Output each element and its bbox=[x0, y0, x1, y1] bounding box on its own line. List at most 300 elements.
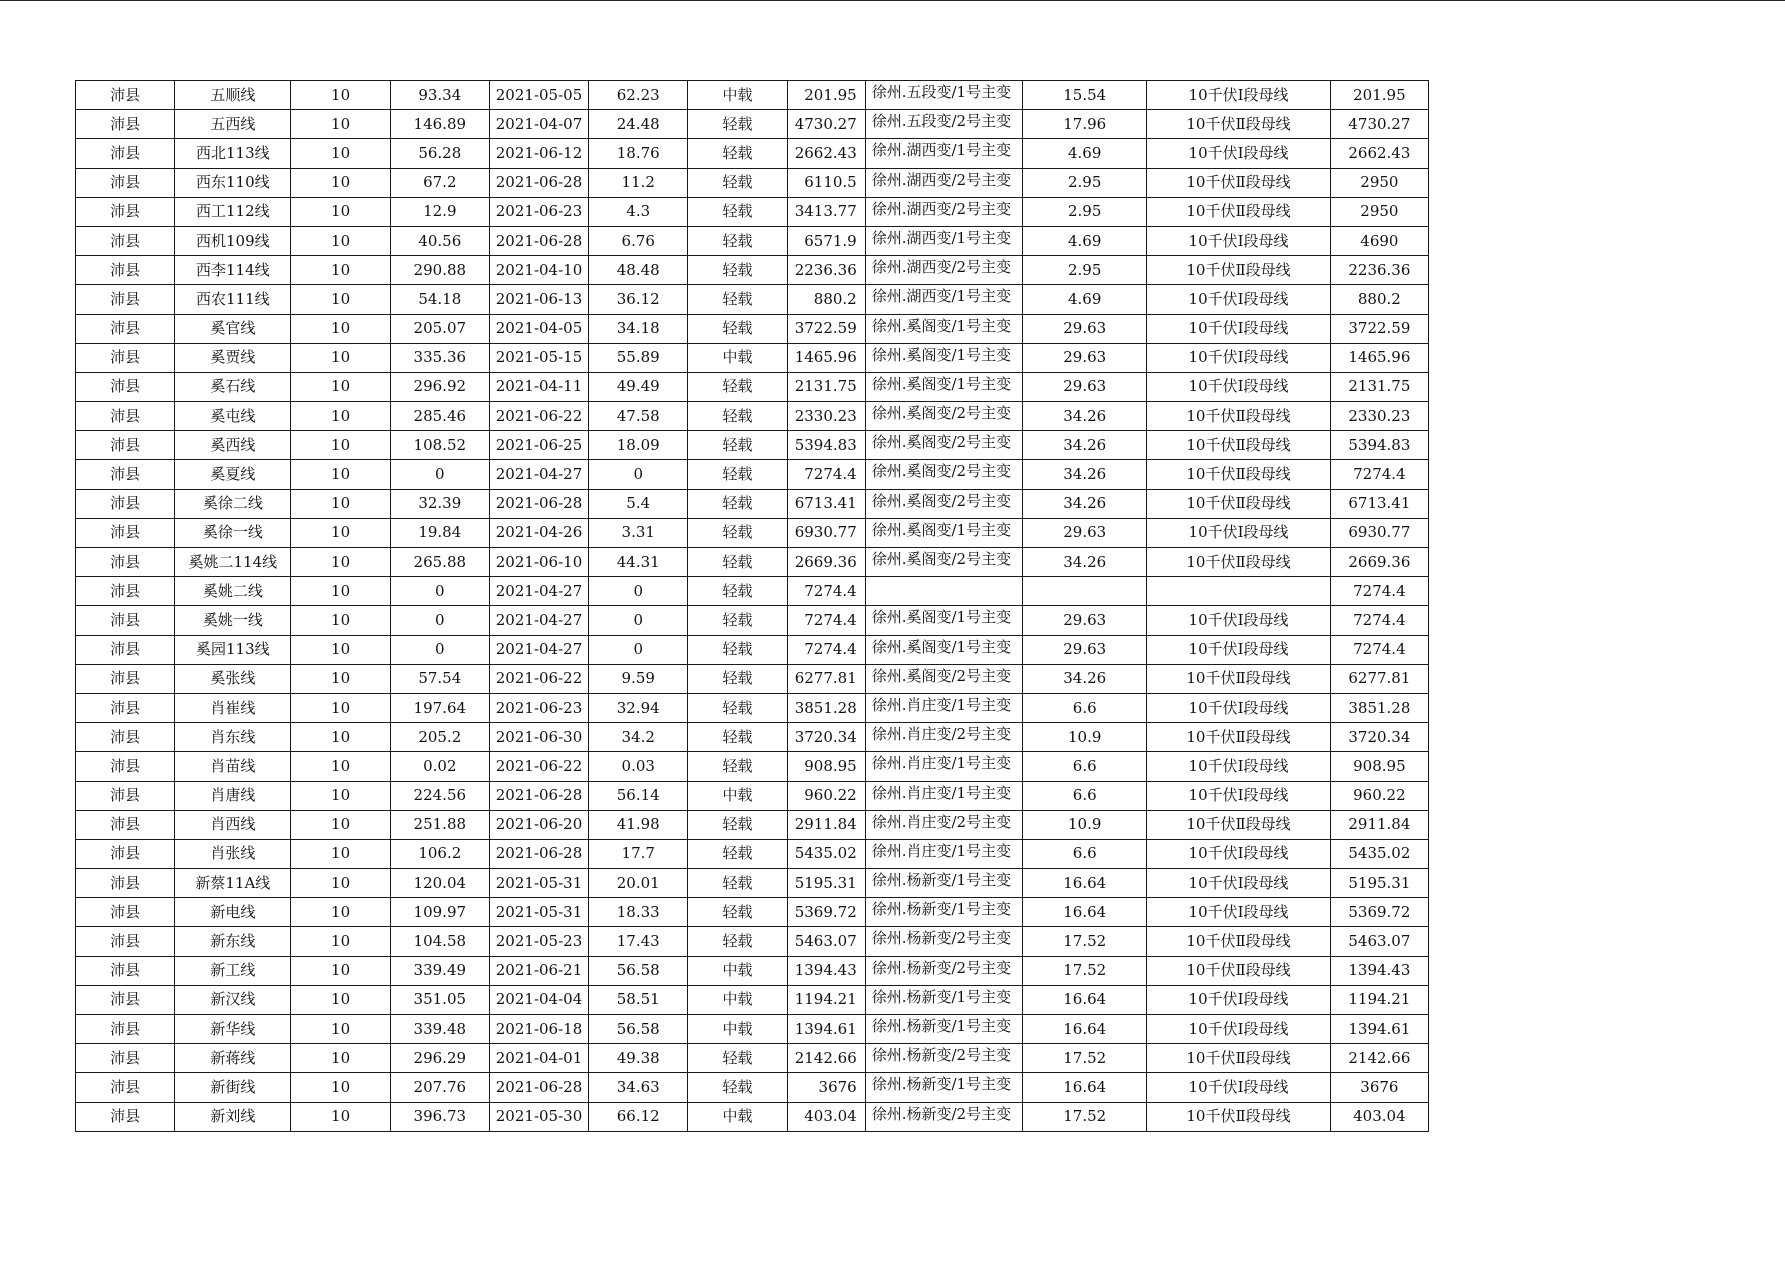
table-row bbox=[76, 1073, 1429, 1102]
load-rate-cell: 17.7 bbox=[589, 839, 688, 868]
transformer-load-cell: 10.9 bbox=[1023, 810, 1147, 839]
available-capacity-cell: 2950 bbox=[1330, 197, 1428, 226]
county-cell: 沛县 bbox=[76, 431, 175, 460]
available-capacity-cell: 880.2 bbox=[1330, 285, 1428, 314]
voltage-cell: 10 bbox=[291, 81, 390, 110]
available-capacity-cell: 3676 bbox=[1330, 1073, 1428, 1102]
voltage-cell: 10 bbox=[291, 956, 390, 985]
available-capacity-cell: 1465.96 bbox=[1330, 343, 1428, 372]
transformer-load-cell: 17.96 bbox=[1023, 110, 1147, 139]
current-cell: 335.36 bbox=[390, 343, 489, 372]
load-rate-cell: 18.33 bbox=[589, 898, 688, 927]
voltage-cell: 10 bbox=[291, 343, 390, 372]
capacity-cell: 6110.5 bbox=[787, 168, 865, 197]
bus-section-cell: 10千伏Ⅰ段母线 bbox=[1147, 314, 1330, 343]
date-cell: 2021-05-05 bbox=[489, 81, 588, 110]
date-cell: 2021-06-30 bbox=[489, 723, 588, 752]
substation-cell bbox=[865, 577, 1022, 606]
table-row bbox=[76, 985, 1429, 1014]
load-rate-cell: 56.58 bbox=[589, 956, 688, 985]
table-row bbox=[76, 81, 1429, 110]
capacity-cell: 2236.36 bbox=[787, 256, 865, 285]
load-rate-cell: 56.58 bbox=[589, 1015, 688, 1044]
available-capacity-cell: 1394.61 bbox=[1330, 1015, 1428, 1044]
capacity-cell: 5463.07 bbox=[787, 927, 865, 956]
substation-cell: 徐州.肖庄变/1号主变 bbox=[865, 781, 1022, 810]
substation-cell: 徐州.湖西变/2号主变 bbox=[865, 197, 1022, 226]
date-cell: 2021-06-28 bbox=[489, 1073, 588, 1102]
current-cell: 396.73 bbox=[390, 1102, 489, 1131]
capacity-cell: 5369.72 bbox=[787, 898, 865, 927]
county-cell: 沛县 bbox=[76, 285, 175, 314]
table-row bbox=[76, 548, 1429, 577]
line-name-cell: 五西线 bbox=[175, 110, 291, 139]
table-row bbox=[76, 869, 1429, 898]
load-rate-cell: 0 bbox=[589, 606, 688, 635]
load-rate-cell: 47.58 bbox=[589, 402, 688, 431]
transformer-load-cell: 16.64 bbox=[1023, 1073, 1147, 1102]
load-status-cell: 轻载 bbox=[688, 139, 787, 168]
load-status-cell: 轻载 bbox=[688, 577, 787, 606]
capacity-cell: 3676 bbox=[787, 1073, 865, 1102]
voltage-cell: 10 bbox=[291, 752, 390, 781]
load-status-cell: 轻载 bbox=[688, 664, 787, 693]
county-cell: 沛县 bbox=[76, 693, 175, 722]
date-cell: 2021-06-21 bbox=[489, 956, 588, 985]
date-cell: 2021-06-23 bbox=[489, 693, 588, 722]
line-name-cell: 肖唐线 bbox=[175, 781, 291, 810]
line-name-cell: 奚徐一线 bbox=[175, 518, 291, 547]
substation-cell: 徐州.杨新变/1号主变 bbox=[865, 1015, 1022, 1044]
capacity-cell: 1394.61 bbox=[787, 1015, 865, 1044]
bus-section-cell: 10千伏Ⅰ段母线 bbox=[1147, 518, 1330, 547]
line-name-cell: 奚姚一线 bbox=[175, 606, 291, 635]
capacity-cell: 960.22 bbox=[787, 781, 865, 810]
voltage-cell: 10 bbox=[291, 1044, 390, 1073]
current-cell: 32.39 bbox=[390, 489, 489, 518]
current-cell: 108.52 bbox=[390, 431, 489, 460]
county-cell: 沛县 bbox=[76, 548, 175, 577]
county-cell: 沛县 bbox=[76, 839, 175, 868]
load-rate-cell: 4.3 bbox=[589, 197, 688, 226]
county-cell: 沛县 bbox=[76, 898, 175, 927]
date-cell: 2021-04-04 bbox=[489, 985, 588, 1014]
available-capacity-cell: 6713.41 bbox=[1330, 489, 1428, 518]
bus-section-cell: 10千伏Ⅰ段母线 bbox=[1147, 752, 1330, 781]
voltage-cell: 10 bbox=[291, 577, 390, 606]
capacity-cell: 6713.41 bbox=[787, 489, 865, 518]
feeder-load-table bbox=[75, 80, 1429, 1132]
voltage-cell: 10 bbox=[291, 168, 390, 197]
date-cell: 2021-06-22 bbox=[489, 402, 588, 431]
substation-cell: 徐州.奚阁变/1号主变 bbox=[865, 635, 1022, 664]
voltage-cell: 10 bbox=[291, 431, 390, 460]
bus-section-cell bbox=[1147, 577, 1330, 606]
capacity-cell: 7274.4 bbox=[787, 606, 865, 635]
current-cell: 207.76 bbox=[390, 1073, 489, 1102]
current-cell: 12.9 bbox=[390, 197, 489, 226]
capacity-cell: 7274.4 bbox=[787, 635, 865, 664]
bus-section-cell: 10千伏Ⅰ段母线 bbox=[1147, 693, 1330, 722]
available-capacity-cell: 7274.4 bbox=[1330, 460, 1428, 489]
line-name-cell: 西东110线 bbox=[175, 168, 291, 197]
load-status-cell: 轻载 bbox=[688, 489, 787, 518]
date-cell: 2021-05-31 bbox=[489, 898, 588, 927]
voltage-cell: 10 bbox=[291, 869, 390, 898]
capacity-cell: 5195.31 bbox=[787, 869, 865, 898]
load-rate-cell: 24.48 bbox=[589, 110, 688, 139]
capacity-cell: 7274.4 bbox=[787, 577, 865, 606]
current-cell: 56.28 bbox=[390, 139, 489, 168]
voltage-cell: 10 bbox=[291, 256, 390, 285]
load-rate-cell: 18.09 bbox=[589, 431, 688, 460]
county-cell: 沛县 bbox=[76, 518, 175, 547]
load-rate-cell: 5.4 bbox=[589, 489, 688, 518]
current-cell: 296.29 bbox=[390, 1044, 489, 1073]
line-name-cell: 肖西线 bbox=[175, 810, 291, 839]
load-rate-cell: 3.31 bbox=[589, 518, 688, 547]
available-capacity-cell: 6930.77 bbox=[1330, 518, 1428, 547]
line-name-cell: 新蒋线 bbox=[175, 1044, 291, 1073]
available-capacity-cell: 5435.02 bbox=[1330, 839, 1428, 868]
transformer-load-cell: 34.26 bbox=[1023, 548, 1147, 577]
transformer-load-cell: 6.6 bbox=[1023, 781, 1147, 810]
table-body bbox=[76, 81, 1429, 1132]
load-status-cell: 轻载 bbox=[688, 839, 787, 868]
line-name-cell: 奚园113线 bbox=[175, 635, 291, 664]
substation-cell: 徐州.肖庄变/1号主变 bbox=[865, 839, 1022, 868]
bus-section-cell: 10千伏Ⅰ段母线 bbox=[1147, 1015, 1330, 1044]
load-rate-cell: 18.76 bbox=[589, 139, 688, 168]
load-status-cell: 轻载 bbox=[688, 810, 787, 839]
date-cell: 2021-06-28 bbox=[489, 489, 588, 518]
bus-section-cell: 10千伏Ⅱ段母线 bbox=[1147, 810, 1330, 839]
table-row bbox=[76, 810, 1429, 839]
load-status-cell: 轻载 bbox=[688, 898, 787, 927]
substation-cell: 徐州.杨新变/2号主变 bbox=[865, 1044, 1022, 1073]
table-row bbox=[76, 1015, 1429, 1044]
table-row bbox=[76, 1044, 1429, 1073]
table-row bbox=[76, 723, 1429, 752]
voltage-cell: 10 bbox=[291, 489, 390, 518]
transformer-load-cell: 34.26 bbox=[1023, 460, 1147, 489]
voltage-cell: 10 bbox=[291, 110, 390, 139]
load-status-cell: 轻载 bbox=[688, 256, 787, 285]
date-cell: 2021-06-13 bbox=[489, 285, 588, 314]
date-cell: 2021-06-28 bbox=[489, 839, 588, 868]
available-capacity-cell: 2330.23 bbox=[1330, 402, 1428, 431]
bus-section-cell: 10千伏Ⅱ段母线 bbox=[1147, 1044, 1330, 1073]
load-rate-cell: 56.14 bbox=[589, 781, 688, 810]
capacity-cell: 1465.96 bbox=[787, 343, 865, 372]
date-cell: 2021-05-15 bbox=[489, 343, 588, 372]
date-cell: 2021-04-27 bbox=[489, 606, 588, 635]
current-cell: 285.46 bbox=[390, 402, 489, 431]
capacity-cell: 403.04 bbox=[787, 1102, 865, 1131]
available-capacity-cell: 5463.07 bbox=[1330, 927, 1428, 956]
available-capacity-cell: 403.04 bbox=[1330, 1102, 1428, 1131]
bus-section-cell: 10千伏Ⅱ段母线 bbox=[1147, 489, 1330, 518]
current-cell: 54.18 bbox=[390, 285, 489, 314]
date-cell: 2021-06-23 bbox=[489, 197, 588, 226]
transformer-load-cell: 2.95 bbox=[1023, 256, 1147, 285]
spreadsheet-page bbox=[75, 80, 1429, 1132]
transformer-load-cell: 29.63 bbox=[1023, 635, 1147, 664]
bus-section-cell: 10千伏Ⅱ段母线 bbox=[1147, 402, 1330, 431]
load-status-cell: 中载 bbox=[688, 781, 787, 810]
county-cell: 沛县 bbox=[76, 1102, 175, 1131]
load-status-cell: 轻载 bbox=[688, 197, 787, 226]
substation-cell: 徐州.杨新变/2号主变 bbox=[865, 1102, 1022, 1131]
substation-cell: 徐州.奚阁变/2号主变 bbox=[865, 548, 1022, 577]
current-cell: 0 bbox=[390, 635, 489, 664]
available-capacity-cell: 5394.83 bbox=[1330, 431, 1428, 460]
substation-cell: 徐州.奚阁变/2号主变 bbox=[865, 664, 1022, 693]
transformer-load-cell: 16.64 bbox=[1023, 869, 1147, 898]
current-cell: 93.34 bbox=[390, 81, 489, 110]
load-status-cell: 轻载 bbox=[688, 402, 787, 431]
table-row bbox=[76, 226, 1429, 255]
substation-cell: 徐州.奚阁变/1号主变 bbox=[865, 372, 1022, 401]
load-rate-cell: 6.76 bbox=[589, 226, 688, 255]
date-cell: 2021-04-27 bbox=[489, 577, 588, 606]
load-status-cell: 轻载 bbox=[688, 693, 787, 722]
table-row bbox=[76, 635, 1429, 664]
page-top-rule bbox=[0, 0, 1785, 1]
substation-cell: 徐州.湖西变/1号主变 bbox=[865, 226, 1022, 255]
county-cell: 沛县 bbox=[76, 314, 175, 343]
date-cell: 2021-06-20 bbox=[489, 810, 588, 839]
line-name-cell: 奚西线 bbox=[175, 431, 291, 460]
line-name-cell: 新华线 bbox=[175, 1015, 291, 1044]
line-name-cell: 肖张线 bbox=[175, 839, 291, 868]
voltage-cell: 10 bbox=[291, 518, 390, 547]
capacity-cell: 6930.77 bbox=[787, 518, 865, 547]
transformer-load-cell: 16.64 bbox=[1023, 1015, 1147, 1044]
voltage-cell: 10 bbox=[291, 1073, 390, 1102]
voltage-cell: 10 bbox=[291, 548, 390, 577]
transformer-load-cell: 29.63 bbox=[1023, 343, 1147, 372]
date-cell: 2021-06-12 bbox=[489, 139, 588, 168]
county-cell: 沛县 bbox=[76, 402, 175, 431]
bus-section-cell: 10千伏Ⅰ段母线 bbox=[1147, 372, 1330, 401]
voltage-cell: 10 bbox=[291, 693, 390, 722]
county-cell: 沛县 bbox=[76, 343, 175, 372]
bus-section-cell: 10千伏Ⅱ段母线 bbox=[1147, 723, 1330, 752]
capacity-cell: 1194.21 bbox=[787, 985, 865, 1014]
voltage-cell: 10 bbox=[291, 985, 390, 1014]
line-name-cell: 西北113线 bbox=[175, 139, 291, 168]
available-capacity-cell: 5369.72 bbox=[1330, 898, 1428, 927]
line-name-cell: 西机109线 bbox=[175, 226, 291, 255]
table-row bbox=[76, 343, 1429, 372]
bus-section-cell: 10千伏Ⅱ段母线 bbox=[1147, 1102, 1330, 1131]
date-cell: 2021-04-10 bbox=[489, 256, 588, 285]
county-cell: 沛县 bbox=[76, 81, 175, 110]
line-name-cell: 新街线 bbox=[175, 1073, 291, 1102]
line-name-cell: 西工112线 bbox=[175, 197, 291, 226]
capacity-cell: 2911.84 bbox=[787, 810, 865, 839]
table-row bbox=[76, 956, 1429, 985]
substation-cell: 徐州.湖西变/1号主变 bbox=[865, 285, 1022, 314]
current-cell: 290.88 bbox=[390, 256, 489, 285]
table-row bbox=[76, 606, 1429, 635]
transformer-load-cell bbox=[1023, 577, 1147, 606]
line-name-cell: 奚姚二114线 bbox=[175, 548, 291, 577]
substation-cell: 徐州.奚阁变/1号主变 bbox=[865, 314, 1022, 343]
substation-cell: 徐州.奚阁变/2号主变 bbox=[865, 402, 1022, 431]
date-cell: 2021-05-30 bbox=[489, 1102, 588, 1131]
transformer-load-cell: 17.52 bbox=[1023, 927, 1147, 956]
current-cell: 339.48 bbox=[390, 1015, 489, 1044]
line-name-cell: 新电线 bbox=[175, 898, 291, 927]
table-row bbox=[76, 256, 1429, 285]
available-capacity-cell: 2662.43 bbox=[1330, 139, 1428, 168]
county-cell: 沛县 bbox=[76, 985, 175, 1014]
bus-section-cell: 10千伏Ⅰ段母线 bbox=[1147, 839, 1330, 868]
bus-section-cell: 10千伏Ⅱ段母线 bbox=[1147, 956, 1330, 985]
current-cell: 19.84 bbox=[390, 518, 489, 547]
load-rate-cell: 49.49 bbox=[589, 372, 688, 401]
transformer-load-cell: 34.26 bbox=[1023, 402, 1147, 431]
capacity-cell: 2142.66 bbox=[787, 1044, 865, 1073]
table-row bbox=[76, 460, 1429, 489]
current-cell: 57.54 bbox=[390, 664, 489, 693]
load-rate-cell: 20.01 bbox=[589, 869, 688, 898]
voltage-cell: 10 bbox=[291, 285, 390, 314]
transformer-load-cell: 34.26 bbox=[1023, 489, 1147, 518]
transformer-load-cell: 34.26 bbox=[1023, 431, 1147, 460]
transformer-load-cell: 16.64 bbox=[1023, 898, 1147, 927]
load-status-cell: 轻载 bbox=[688, 606, 787, 635]
current-cell: 146.89 bbox=[390, 110, 489, 139]
county-cell: 沛县 bbox=[76, 723, 175, 752]
date-cell: 2021-06-28 bbox=[489, 781, 588, 810]
load-rate-cell: 34.63 bbox=[589, 1073, 688, 1102]
current-cell: 205.2 bbox=[390, 723, 489, 752]
current-cell: 296.92 bbox=[390, 372, 489, 401]
transformer-load-cell: 4.69 bbox=[1023, 285, 1147, 314]
available-capacity-cell: 7274.4 bbox=[1330, 635, 1428, 664]
voltage-cell: 10 bbox=[291, 1015, 390, 1044]
county-cell: 沛县 bbox=[76, 489, 175, 518]
county-cell: 沛县 bbox=[76, 460, 175, 489]
voltage-cell: 10 bbox=[291, 460, 390, 489]
available-capacity-cell: 1394.43 bbox=[1330, 956, 1428, 985]
line-name-cell: 肖崔线 bbox=[175, 693, 291, 722]
available-capacity-cell: 4690 bbox=[1330, 226, 1428, 255]
load-status-cell: 轻载 bbox=[688, 314, 787, 343]
table-row bbox=[76, 285, 1429, 314]
load-status-cell: 轻载 bbox=[688, 226, 787, 255]
substation-cell: 徐州.杨新变/2号主变 bbox=[865, 927, 1022, 956]
load-rate-cell: 49.38 bbox=[589, 1044, 688, 1073]
line-name-cell: 奚夏线 bbox=[175, 460, 291, 489]
load-status-cell: 轻载 bbox=[688, 723, 787, 752]
capacity-cell: 2131.75 bbox=[787, 372, 865, 401]
voltage-cell: 10 bbox=[291, 139, 390, 168]
bus-section-cell: 10千伏Ⅰ段母线 bbox=[1147, 285, 1330, 314]
transformer-load-cell: 17.52 bbox=[1023, 1044, 1147, 1073]
county-cell: 沛县 bbox=[76, 256, 175, 285]
table-row bbox=[76, 372, 1429, 401]
line-name-cell: 新工线 bbox=[175, 956, 291, 985]
load-status-cell: 轻载 bbox=[688, 285, 787, 314]
county-cell: 沛县 bbox=[76, 110, 175, 139]
substation-cell: 徐州.奚阁变/1号主变 bbox=[865, 606, 1022, 635]
table-row bbox=[76, 577, 1429, 606]
bus-section-cell: 10千伏Ⅱ段母线 bbox=[1147, 256, 1330, 285]
substation-cell: 徐州.杨新变/1号主变 bbox=[865, 985, 1022, 1014]
available-capacity-cell: 3722.59 bbox=[1330, 314, 1428, 343]
substation-cell: 徐州.肖庄变/2号主变 bbox=[865, 810, 1022, 839]
load-rate-cell: 34.18 bbox=[589, 314, 688, 343]
load-status-cell: 中载 bbox=[688, 1015, 787, 1044]
county-cell: 沛县 bbox=[76, 1015, 175, 1044]
county-cell: 沛县 bbox=[76, 1073, 175, 1102]
table-row bbox=[76, 314, 1429, 343]
voltage-cell: 10 bbox=[291, 927, 390, 956]
load-status-cell: 轻载 bbox=[688, 869, 787, 898]
substation-cell: 徐州.杨新变/1号主变 bbox=[865, 1073, 1022, 1102]
capacity-cell: 5435.02 bbox=[787, 839, 865, 868]
table-row bbox=[76, 927, 1429, 956]
current-cell: 0 bbox=[390, 606, 489, 635]
transformer-load-cell: 29.63 bbox=[1023, 518, 1147, 547]
table-row bbox=[76, 489, 1429, 518]
load-status-cell: 轻载 bbox=[688, 518, 787, 547]
county-cell: 沛县 bbox=[76, 168, 175, 197]
capacity-cell: 2669.36 bbox=[787, 548, 865, 577]
line-name-cell: 西李114线 bbox=[175, 256, 291, 285]
table-row bbox=[76, 168, 1429, 197]
bus-section-cell: 10千伏Ⅱ段母线 bbox=[1147, 460, 1330, 489]
voltage-cell: 10 bbox=[291, 839, 390, 868]
transformer-load-cell: 4.69 bbox=[1023, 226, 1147, 255]
substation-cell: 徐州.奚阁变/2号主变 bbox=[865, 489, 1022, 518]
capacity-cell: 201.95 bbox=[787, 81, 865, 110]
county-cell: 沛县 bbox=[76, 1044, 175, 1073]
current-cell: 106.2 bbox=[390, 839, 489, 868]
line-name-cell: 奚张线 bbox=[175, 664, 291, 693]
current-cell: 339.49 bbox=[390, 956, 489, 985]
current-cell: 120.04 bbox=[390, 869, 489, 898]
substation-cell: 徐州.杨新变/1号主变 bbox=[865, 898, 1022, 927]
load-rate-cell: 17.43 bbox=[589, 927, 688, 956]
voltage-cell: 10 bbox=[291, 606, 390, 635]
bus-section-cell: 10千伏Ⅱ段母线 bbox=[1147, 168, 1330, 197]
load-status-cell: 轻载 bbox=[688, 1044, 787, 1073]
county-cell: 沛县 bbox=[76, 810, 175, 839]
voltage-cell: 10 bbox=[291, 810, 390, 839]
load-rate-cell: 55.89 bbox=[589, 343, 688, 372]
table-row bbox=[76, 518, 1429, 547]
capacity-cell: 880.2 bbox=[787, 285, 865, 314]
capacity-cell: 1394.43 bbox=[787, 956, 865, 985]
transformer-load-cell: 2.95 bbox=[1023, 168, 1147, 197]
bus-section-cell: 10千伏Ⅰ段母线 bbox=[1147, 81, 1330, 110]
load-status-cell: 中载 bbox=[688, 343, 787, 372]
substation-cell: 徐州.肖庄变/2号主变 bbox=[865, 723, 1022, 752]
county-cell: 沛县 bbox=[76, 372, 175, 401]
line-name-cell: 奚姚二线 bbox=[175, 577, 291, 606]
transformer-load-cell: 16.64 bbox=[1023, 985, 1147, 1014]
line-name-cell: 新汉线 bbox=[175, 985, 291, 1014]
available-capacity-cell: 2911.84 bbox=[1330, 810, 1428, 839]
bus-section-cell: 10千伏Ⅱ段母线 bbox=[1147, 197, 1330, 226]
transformer-load-cell: 6.6 bbox=[1023, 839, 1147, 868]
bus-section-cell: 10千伏Ⅰ段母线 bbox=[1147, 898, 1330, 927]
